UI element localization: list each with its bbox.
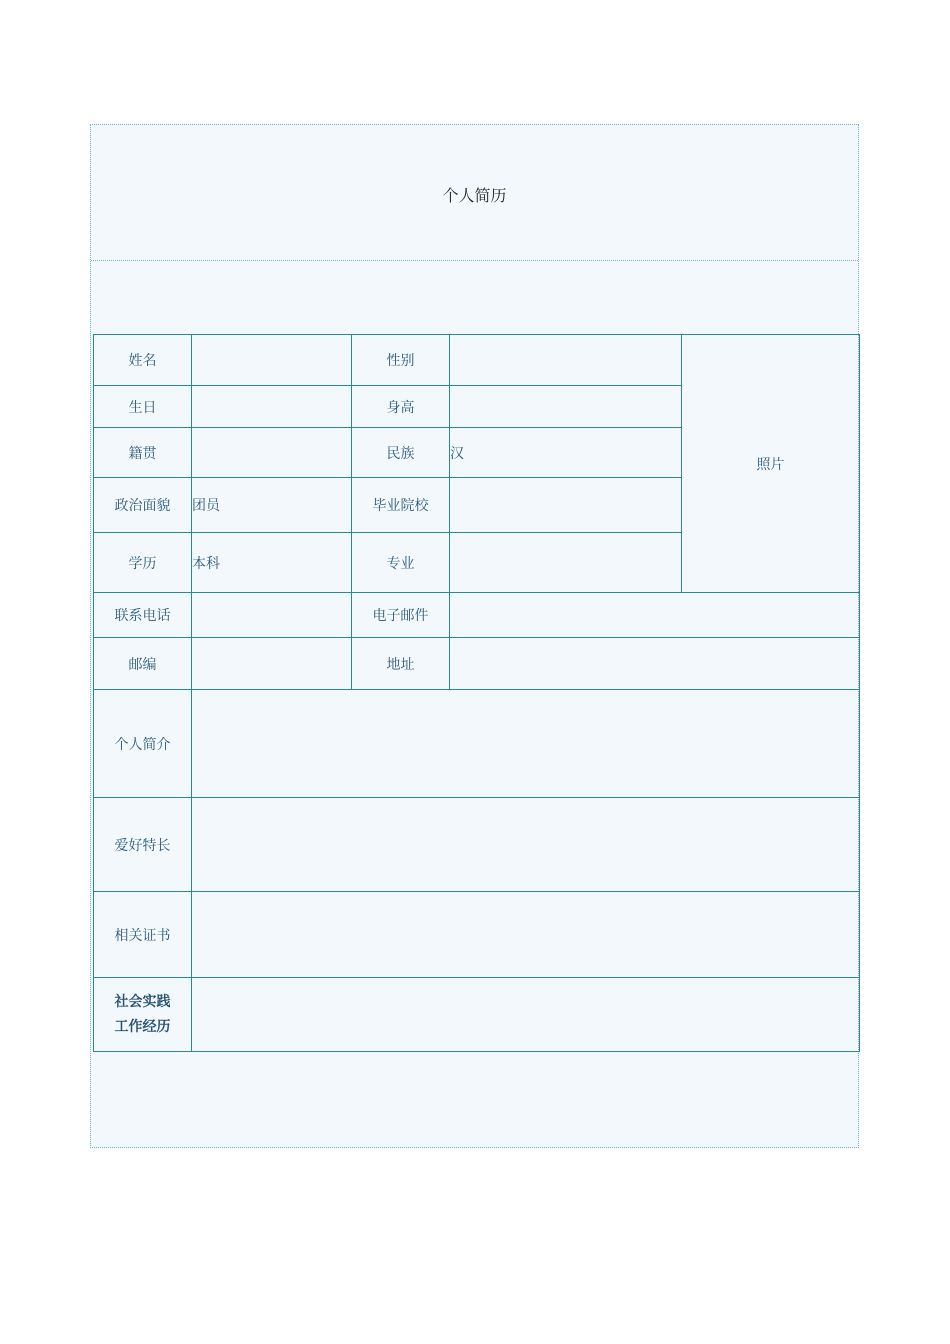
label-phone: 联系电话 — [94, 593, 192, 638]
value-profile[interactable] — [192, 690, 860, 798]
label-postcode: 邮编 — [94, 638, 192, 690]
title-band — [91, 125, 858, 261]
value-hobbies[interactable] — [192, 798, 860, 892]
value-native-place[interactable] — [192, 428, 352, 478]
label-gender: 性别 — [352, 335, 450, 386]
value-name[interactable] — [192, 335, 352, 386]
value-gender[interactable] — [450, 335, 682, 386]
label-practice — [94, 978, 192, 1052]
value-ethnicity[interactable]: 汉 — [450, 428, 682, 478]
value-email[interactable] — [450, 593, 860, 638]
label-school: 毕业院校 — [352, 478, 450, 533]
photo-box[interactable]: 照片 — [682, 335, 860, 593]
value-major[interactable] — [450, 533, 682, 593]
value-school[interactable] — [450, 478, 682, 533]
label-email: 电子邮件 — [352, 593, 450, 638]
value-birthday[interactable] — [192, 386, 352, 428]
label-certificates: 相关证书 — [94, 892, 192, 978]
label-height: 身高 — [352, 386, 450, 428]
label-education: 学历 — [94, 533, 192, 593]
value-height[interactable] — [450, 386, 682, 428]
resume-table — [93, 334, 860, 1052]
label-birthday: 生日 — [94, 386, 192, 428]
row-phone — [94, 593, 860, 638]
label-name: 姓名 — [94, 335, 192, 386]
label-hobbies: 爱好特长 — [94, 798, 192, 892]
label-practice-line2: 工作经历 — [114, 1018, 171, 1035]
label-ethnicity: 民族 — [352, 428, 450, 478]
row-practice — [94, 978, 860, 1052]
value-education[interactable]: 本科 — [192, 533, 352, 593]
row-postcode — [94, 638, 860, 690]
value-phone[interactable] — [192, 593, 352, 638]
row-profile — [94, 690, 860, 798]
value-political-status[interactable]: 团员 — [192, 478, 352, 533]
value-postcode[interactable] — [192, 638, 352, 690]
label-practice-line1: 社会实践 — [114, 993, 171, 1010]
resume-sheet — [90, 124, 859, 1148]
label-major: 专业 — [352, 533, 450, 593]
document-title: 个人简历 — [442, 186, 507, 205]
row-hobbies — [94, 798, 860, 892]
row-certificates — [94, 892, 860, 978]
label-native-place: 籍贯 — [94, 428, 192, 478]
label-political-status: 政治面貌 — [94, 478, 192, 533]
value-practice[interactable] — [192, 978, 860, 1052]
label-profile: 个人简介 — [94, 690, 192, 798]
label-address: 地址 — [352, 638, 450, 690]
value-address[interactable] — [450, 638, 860, 690]
row-name — [94, 335, 860, 386]
value-certificates[interactable] — [192, 892, 860, 978]
